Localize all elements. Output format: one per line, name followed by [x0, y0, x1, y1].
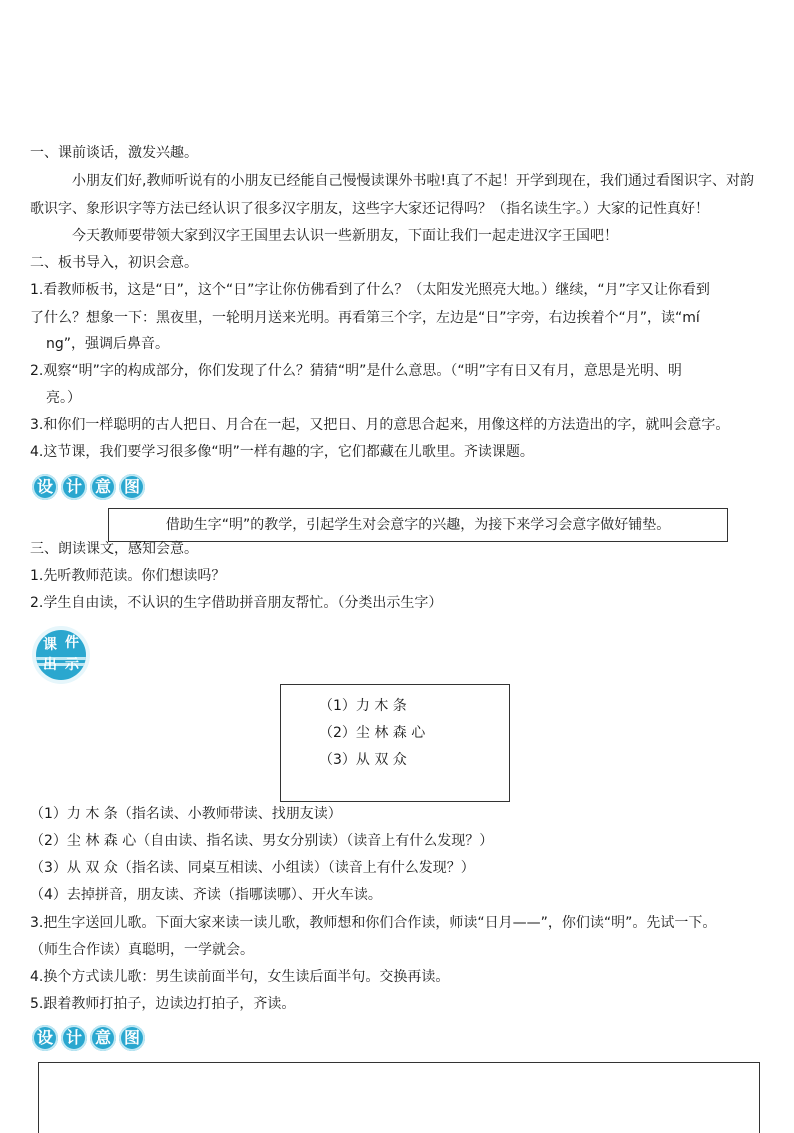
- badge-char: 课: [43, 637, 57, 653]
- badge-char: 计: [61, 474, 87, 500]
- paragraph-line: 2.学生自由读，不认识的生字借助拼音朋友帮忙。（分类出示生字）: [30, 595, 443, 611]
- paragraph-line: （师生合作读）真聪明，一学就会。: [30, 942, 254, 958]
- design-intent-badge: [32, 1025, 145, 1051]
- badge-char: 意: [90, 474, 116, 500]
- badge-char: 图: [119, 474, 145, 500]
- paragraph-line: 4.这节课，我们要学习很多像“明”一样有趣的字，它们都藏在儿歌里。齐读课题。: [30, 444, 534, 460]
- badge-char: 意: [90, 1025, 116, 1051]
- design-note-box: 借助生字“明”的教学，引起学生对会意字的兴趣，为接下来学习会意字做好铺垫。: [108, 508, 728, 542]
- design-note-box-empty: [38, 1062, 760, 1133]
- paragraph-line: （2）尘 林 森 心（自由读、指名读、男女分别读）（读音上有什么发现？）: [30, 833, 494, 849]
- badge-char: 设: [32, 1025, 58, 1051]
- section-heading-2: 二、板书导入，初识会意。: [30, 255, 198, 271]
- paragraph-line: 1.看教师板书，这是“日”，这个“日”字让你仿佛看到了什么？（太阳发光照亮大地。）继续，“月”字又让你看到: [30, 282, 710, 298]
- paragraph-line: 3.把生字送回儿歌。下面大家来读一读儿歌，教师想和你们合作读，师读“日月——”，你们读“明”。先试一下。: [30, 915, 717, 931]
- paragraph-line: 3.和你们一样聪明的古人把日、月合在一起，又把日、月的意思合起来，用像这样的方法造出的字，就叫会意字。: [30, 417, 730, 433]
- character-group: （3）从 双 众: [319, 752, 407, 768]
- paragraph-line: 今天教师要带领大家到汉字王国里去认识一些新朋友，下面让我们一起走进汉字王国吧！: [72, 228, 618, 244]
- courseware-box: [280, 684, 510, 802]
- paragraph-line: 歌识字、象形识字等方法已经认识了很多汉字朋友，这些字大家还记得吗？（指名读生字。）大家的记性真好！: [30, 201, 709, 217]
- section-heading-1: 一、课前谈话，激发兴趣。: [30, 145, 198, 161]
- courseware-badge: [32, 626, 90, 684]
- badge-char: 设: [32, 474, 58, 500]
- paragraph-line: （3）从 双 众（指名读、同桌互相读、小组读）（读音上有什么发现？）: [30, 860, 475, 876]
- paragraph-line: ng”，强调后鼻音。: [46, 336, 170, 352]
- badge-char: 件: [65, 635, 79, 651]
- paragraph-line: 2.观察“明”字的构成部分，你们发现了什么？猜猜“明”是什么意思。（“明”字有日又有月，意思是光明、明: [30, 363, 682, 379]
- paragraph-line: 小朋友们好,教师听说有的小朋友已经能自己慢慢读课外书啦!真了不起！开学到现在，我们通过看图识字、对韵: [72, 173, 755, 189]
- section-heading-3: 三、朗读课文，感知会意。: [30, 541, 198, 557]
- badge-char: 示: [65, 657, 79, 673]
- paragraph-line: （4）去掉拼音，朋友读、齐读（指哪读哪）、开火车读。: [30, 887, 382, 903]
- paragraph-line: 了什么？想象一下：黑夜里，一轮明月送来光明。再看第三个字，左边是“日”字旁，右边挨着个“月”，读“mí: [30, 310, 700, 326]
- character-group: （1）力 木 条: [319, 698, 407, 714]
- badge-char: 计: [61, 1025, 87, 1051]
- character-group: （2）尘 林 森 心: [319, 725, 426, 741]
- badge-char: 出: [43, 657, 57, 673]
- paragraph-line: 亮。）: [46, 390, 81, 406]
- paragraph-line: 5.跟着教师打拍子，边读边打拍子，齐读。: [30, 996, 296, 1012]
- badge-char: 图: [119, 1025, 145, 1051]
- paragraph-line: （1）力 木 条（指名读、小教师带读、找朋友读）: [30, 806, 342, 822]
- paragraph-line: 4.换个方式读儿歌：男生读前面半句，女生读后面半句。交换再读。: [30, 969, 450, 985]
- design-intent-badge: [32, 474, 145, 500]
- paragraph-line: 1.先听教师范读。你们想读吗？: [30, 568, 226, 584]
